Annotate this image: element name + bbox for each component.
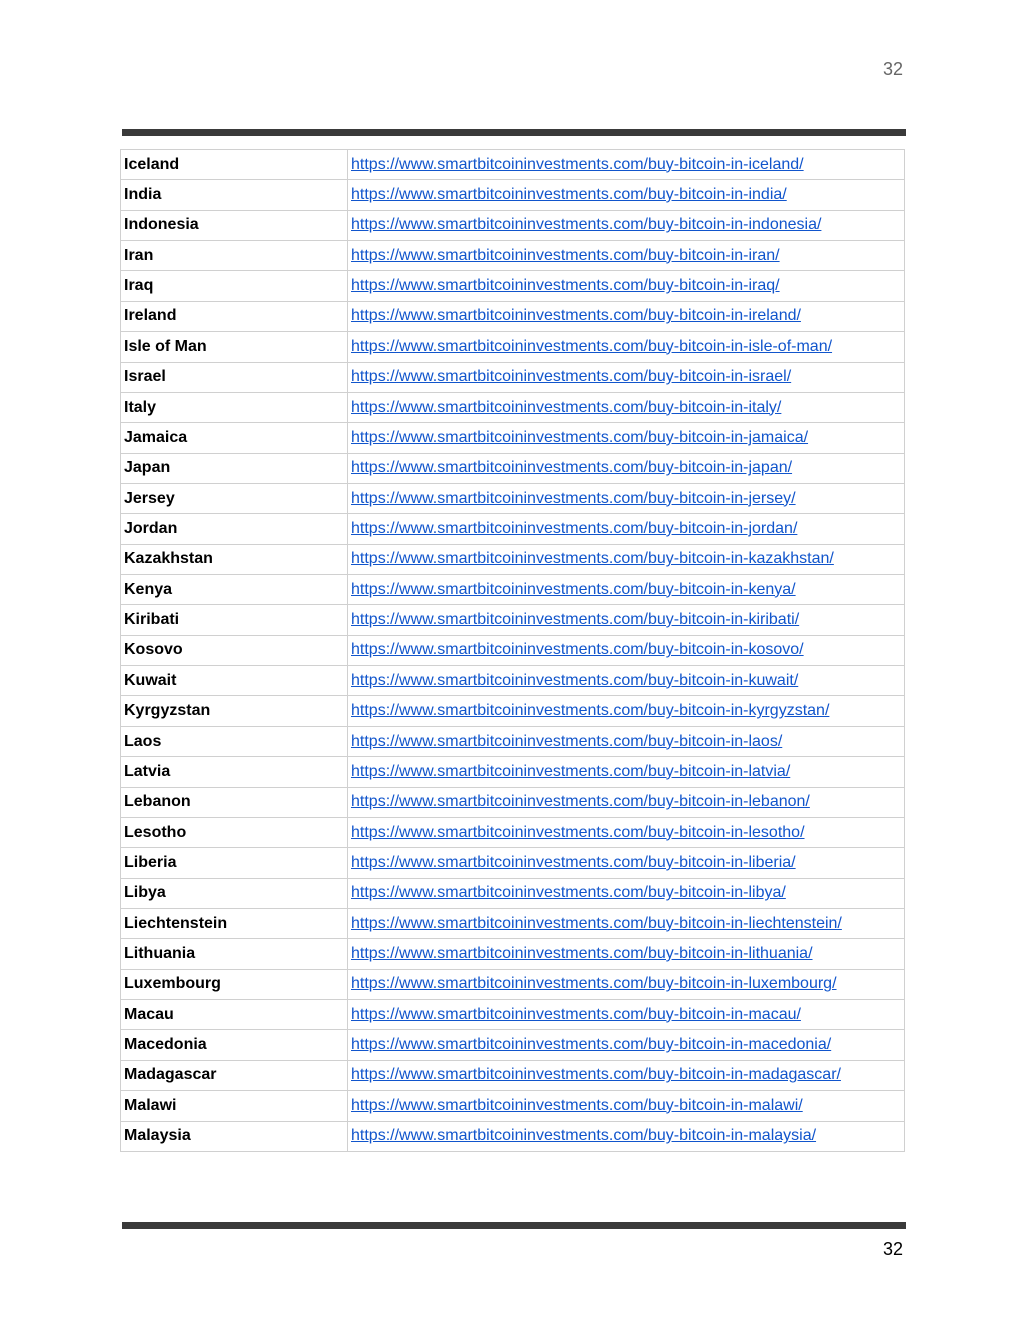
country-name: Kazakhstan [121, 544, 348, 574]
link-cell [348, 301, 905, 331]
footer-page-number: 32 [882, 1239, 903, 1259]
footer-rule [122, 1222, 906, 1229]
link-cell [348, 666, 905, 696]
table-body [121, 150, 905, 1152]
table-row [121, 726, 905, 756]
link-cell [348, 241, 905, 271]
country-name: Iceland [121, 150, 348, 180]
country-link[interactable]: https://www.smartbitcoininvestments.com/buy-bitcoin-in-ireland/ [351, 307, 801, 325]
country-link[interactable]: https://www.smartbitcoininvestments.com/buy-bitcoin-in-indonesia/ [351, 216, 822, 234]
table-row [121, 635, 905, 665]
header-page-number: 32 [882, 59, 903, 79]
table-row [121, 332, 905, 362]
country-link[interactable]: https://www.smartbitcoininvestments.com/buy-bitcoin-in-macau/ [351, 1005, 801, 1023]
country-link[interactable]: https://www.smartbitcoininvestments.com/buy-bitcoin-in-liberia/ [351, 853, 796, 871]
country-name: Kuwait [121, 666, 348, 696]
country-name: Italy [121, 392, 348, 422]
country-link[interactable]: https://www.smartbitcoininvestments.com/buy-bitcoin-in-iran/ [351, 246, 780, 264]
link-cell [348, 150, 905, 180]
table-row [121, 241, 905, 271]
country-link[interactable]: https://www.smartbitcoininvestments.com/buy-bitcoin-in-isle-of-man/ [351, 337, 833, 355]
country-name: Liechtenstein [121, 908, 348, 938]
country-link[interactable]: https://www.smartbitcoininvestments.com/buy-bitcoin-in-luxembourg/ [351, 975, 837, 993]
country-name: Kenya [121, 575, 348, 605]
country-name: Lesotho [121, 817, 348, 847]
table-row [121, 423, 905, 453]
country-link[interactable]: https://www.smartbitcoininvestments.com/buy-bitcoin-in-madagascar/ [351, 1066, 841, 1084]
country-link[interactable]: https://www.smartbitcoininvestments.com/buy-bitcoin-in-india/ [351, 186, 787, 204]
table-row [121, 817, 905, 847]
country-link[interactable]: https://www.smartbitcoininvestments.com/buy-bitcoin-in-italy/ [351, 398, 782, 416]
country-name: Malaysia [121, 1121, 348, 1151]
country-name: Lebanon [121, 787, 348, 817]
table-row [121, 696, 905, 726]
country-link[interactable]: https://www.smartbitcoininvestments.com/buy-bitcoin-in-libya/ [351, 884, 786, 902]
link-cell [348, 210, 905, 240]
link-cell [348, 362, 905, 392]
country-name: Jamaica [121, 423, 348, 453]
country-link[interactable]: https://www.smartbitcoininvestments.com/buy-bitcoin-in-laos/ [351, 732, 783, 750]
link-cell [348, 878, 905, 908]
table-row [121, 483, 905, 513]
table-row [121, 362, 905, 392]
country-link[interactable]: https://www.smartbitcoininvestments.com/buy-bitcoin-in-latvia/ [351, 762, 791, 780]
link-cell [348, 180, 905, 210]
country-link[interactable]: https://www.smartbitcoininvestments.com/buy-bitcoin-in-kuwait/ [351, 671, 799, 689]
table-row [121, 575, 905, 605]
table-row [121, 787, 905, 817]
country-name: Laos [121, 726, 348, 756]
link-cell [348, 817, 905, 847]
table-row [121, 514, 905, 544]
country-name: Macau [121, 1000, 348, 1030]
link-cell [348, 939, 905, 969]
country-name: Kosovo [121, 635, 348, 665]
link-cell [348, 757, 905, 787]
country-name: Jordan [121, 514, 348, 544]
table-row [121, 1121, 905, 1151]
link-cell [348, 483, 905, 513]
link-cell [348, 1000, 905, 1030]
table-row [121, 1091, 905, 1121]
country-name: Isle of Man [121, 332, 348, 362]
country-link[interactable]: https://www.smartbitcoininvestments.com/buy-bitcoin-in-macedonia/ [351, 1036, 832, 1054]
country-link[interactable]: https://www.smartbitcoininvestments.com/buy-bitcoin-in-kiribati/ [351, 611, 800, 629]
country-name: Malawi [121, 1091, 348, 1121]
table-row [121, 453, 905, 483]
country-name: Liberia [121, 848, 348, 878]
country-link[interactable]: https://www.smartbitcoininvestments.com/buy-bitcoin-in-kenya/ [351, 580, 796, 598]
country-name: Japan [121, 453, 348, 483]
country-name: Iran [121, 241, 348, 271]
link-cell [348, 635, 905, 665]
country-link[interactable]: https://www.smartbitcoininvestments.com/buy-bitcoin-in-kazakhstan/ [351, 550, 834, 568]
country-name: India [121, 180, 348, 210]
country-name: Lithuania [121, 939, 348, 969]
country-link[interactable]: https://www.smartbitcoininvestments.com/buy-bitcoin-in-iceland/ [351, 155, 804, 173]
link-cell [348, 969, 905, 999]
country-name: Kiribati [121, 605, 348, 635]
link-cell [348, 514, 905, 544]
header-rule [122, 129, 906, 136]
table-row [121, 757, 905, 787]
table-row [121, 1030, 905, 1060]
country-link[interactable]: https://www.smartbitcoininvestments.com/buy-bitcoin-in-iraq/ [351, 277, 780, 295]
table-row [121, 878, 905, 908]
link-cell [348, 908, 905, 938]
table-row [121, 908, 905, 938]
country-name: Kyrgyzstan [121, 696, 348, 726]
table-row [121, 301, 905, 331]
link-cell [348, 848, 905, 878]
country-name: Iraq [121, 271, 348, 301]
country-name: Libya [121, 878, 348, 908]
link-cell [348, 787, 905, 817]
link-cell [348, 1030, 905, 1060]
link-cell [348, 726, 905, 756]
table-row [121, 848, 905, 878]
country-name: Luxembourg [121, 969, 348, 999]
country-name: Ireland [121, 301, 348, 331]
country-link[interactable]: https://www.smartbitcoininvestments.com/buy-bitcoin-in-kosovo/ [351, 641, 804, 659]
link-cell [348, 423, 905, 453]
table-row [121, 939, 905, 969]
country-link[interactable]: https://www.smartbitcoininvestments.com/buy-bitcoin-in-lebanon/ [351, 793, 810, 811]
link-cell [348, 392, 905, 422]
table-row [121, 1060, 905, 1090]
link-cell [348, 1060, 905, 1090]
country-name: Madagascar [121, 1060, 348, 1090]
country-name: Jersey [121, 483, 348, 513]
table-row [121, 271, 905, 301]
country-link[interactable]: https://www.smartbitcoininvestments.com/buy-bitcoin-in-lesotho/ [351, 823, 805, 841]
link-cell [348, 575, 905, 605]
country-link[interactable]: https://www.smartbitcoininvestments.com/buy-bitcoin-in-jordan/ [351, 519, 798, 537]
country-name: Latvia [121, 757, 348, 787]
table-row [121, 666, 905, 696]
country-links-table [120, 149, 905, 1152]
table-row [121, 150, 905, 180]
link-cell [348, 1091, 905, 1121]
country-link[interactable]: https://www.smartbitcoininvestments.com/buy-bitcoin-in-malawi/ [351, 1096, 803, 1114]
table-row [121, 210, 905, 240]
table-row [121, 605, 905, 635]
table-row [121, 1000, 905, 1030]
table-row [121, 180, 905, 210]
link-cell [348, 696, 905, 726]
country-link[interactable]: https://www.smartbitcoininvestments.com/buy-bitcoin-in-israel/ [351, 368, 792, 386]
link-cell [348, 453, 905, 483]
link-cell [348, 271, 905, 301]
link-cell [348, 332, 905, 362]
country-name: Israel [121, 362, 348, 392]
table-row [121, 969, 905, 999]
link-cell [348, 544, 905, 574]
country-name: Indonesia [121, 210, 348, 240]
country-link[interactable]: https://www.smartbitcoininvestments.com/buy-bitcoin-in-malaysia/ [351, 1127, 817, 1145]
country-link[interactable]: https://www.smartbitcoininvestments.com/buy-bitcoin-in-jersey/ [351, 489, 796, 507]
country-name: Macedonia [121, 1030, 348, 1060]
table-row [121, 544, 905, 574]
country-link[interactable]: https://www.smartbitcoininvestments.com/buy-bitcoin-in-liechtenstein/ [351, 914, 842, 932]
country-link[interactable]: https://www.smartbitcoininvestments.com/buy-bitcoin-in-japan/ [351, 459, 793, 477]
country-link[interactable]: https://www.smartbitcoininvestments.com/buy-bitcoin-in-lithuania/ [351, 945, 813, 963]
country-link[interactable]: https://www.smartbitcoininvestments.com/buy-bitcoin-in-jamaica/ [351, 428, 809, 446]
link-cell [348, 1121, 905, 1151]
country-link[interactable]: https://www.smartbitcoininvestments.com/buy-bitcoin-in-kyrgyzstan/ [351, 702, 830, 720]
table-row [121, 392, 905, 422]
link-cell [348, 605, 905, 635]
